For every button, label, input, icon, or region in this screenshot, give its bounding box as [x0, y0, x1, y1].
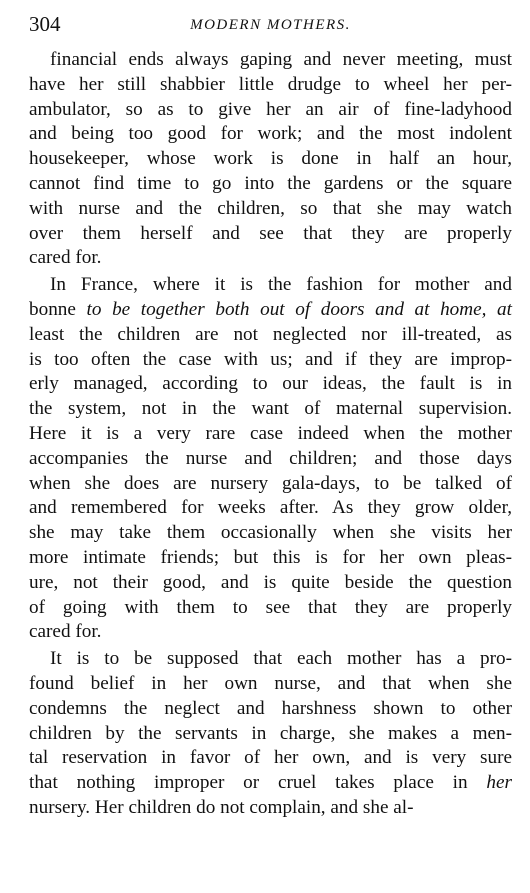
body-text	[29, 48, 512, 821]
text-line: accompanies the nurse and children; and those days	[29, 447, 512, 469]
text-line: more intimate friends; but this is for her own pleas-	[29, 546, 512, 568]
paragraph-1	[29, 48, 512, 271]
text-line: condemns the neglect and harshness shown to other	[29, 697, 512, 719]
text-line: is too often the case with us; and if they are improp-	[29, 348, 512, 370]
page-number: 304	[29, 12, 61, 36]
text-line: cared for.	[29, 247, 102, 269]
text-line: cannot find time to go into the gardens or the square	[29, 172, 512, 194]
text-line: financial ends always gaping and never meeting, must	[50, 49, 512, 70]
text-line: children by the servants in charge, she makes a men-	[29, 722, 512, 744]
paragraph-2	[29, 273, 512, 645]
text-line: In France, where it is the fashion for mother and	[50, 274, 512, 296]
text-line: and remembered for weeks after. As they grow older,	[29, 497, 512, 519]
running-title: MODERN MOTHERS.	[190, 17, 351, 33]
book-page	[29, 8, 512, 821]
text-line: tal reservation in favor of her own, and is very sure	[29, 747, 512, 769]
text-line: she may take them occasionally when she visits her	[29, 522, 512, 544]
text-line: of going with them to see that they are properly	[29, 596, 512, 618]
text-line: when she does are nursery gala-days, to be talked of	[29, 472, 512, 494]
text-line: least the children are not neglected nor ill-treated, as	[29, 323, 512, 345]
text-line: nursery. Her children do not complain, and she al-	[29, 796, 414, 818]
text-line: Here it is a very rare case indeed when the mother	[29, 422, 512, 444]
text-line: and being too good for work; and the most indolent	[29, 123, 512, 145]
paragraph-3	[29, 647, 512, 821]
text-line: bonne to be together both out of doors and at home, at	[29, 298, 512, 320]
text-line: ambulator, so as to give her an air of fine-ladyhood	[29, 98, 512, 120]
text-line: the system, not in the want of maternal supervision.	[29, 398, 512, 420]
text-line: It is to be supposed that each mother has a pro-	[50, 648, 512, 670]
text-line: with nurse and the children, so that she may watch	[29, 197, 512, 219]
text-line: have her still shabbier little drudge to wheel her per-	[29, 73, 512, 95]
text-line: cared for.	[29, 621, 102, 643]
text-line: erly managed, according to our ideas, the fault is in	[29, 373, 512, 395]
text-line: housekeeper, whose work is done in half an hour,	[29, 148, 512, 170]
text-line: that nothing improper or cruel takes place in her	[29, 772, 512, 794]
text-line: ure, not their good, and is quite beside the question	[29, 571, 512, 593]
text-line: over them herself and see that they are properly	[29, 222, 512, 244]
text-line: found belief in her own nurse, and that when she	[29, 672, 512, 694]
page-header	[29, 8, 512, 48]
